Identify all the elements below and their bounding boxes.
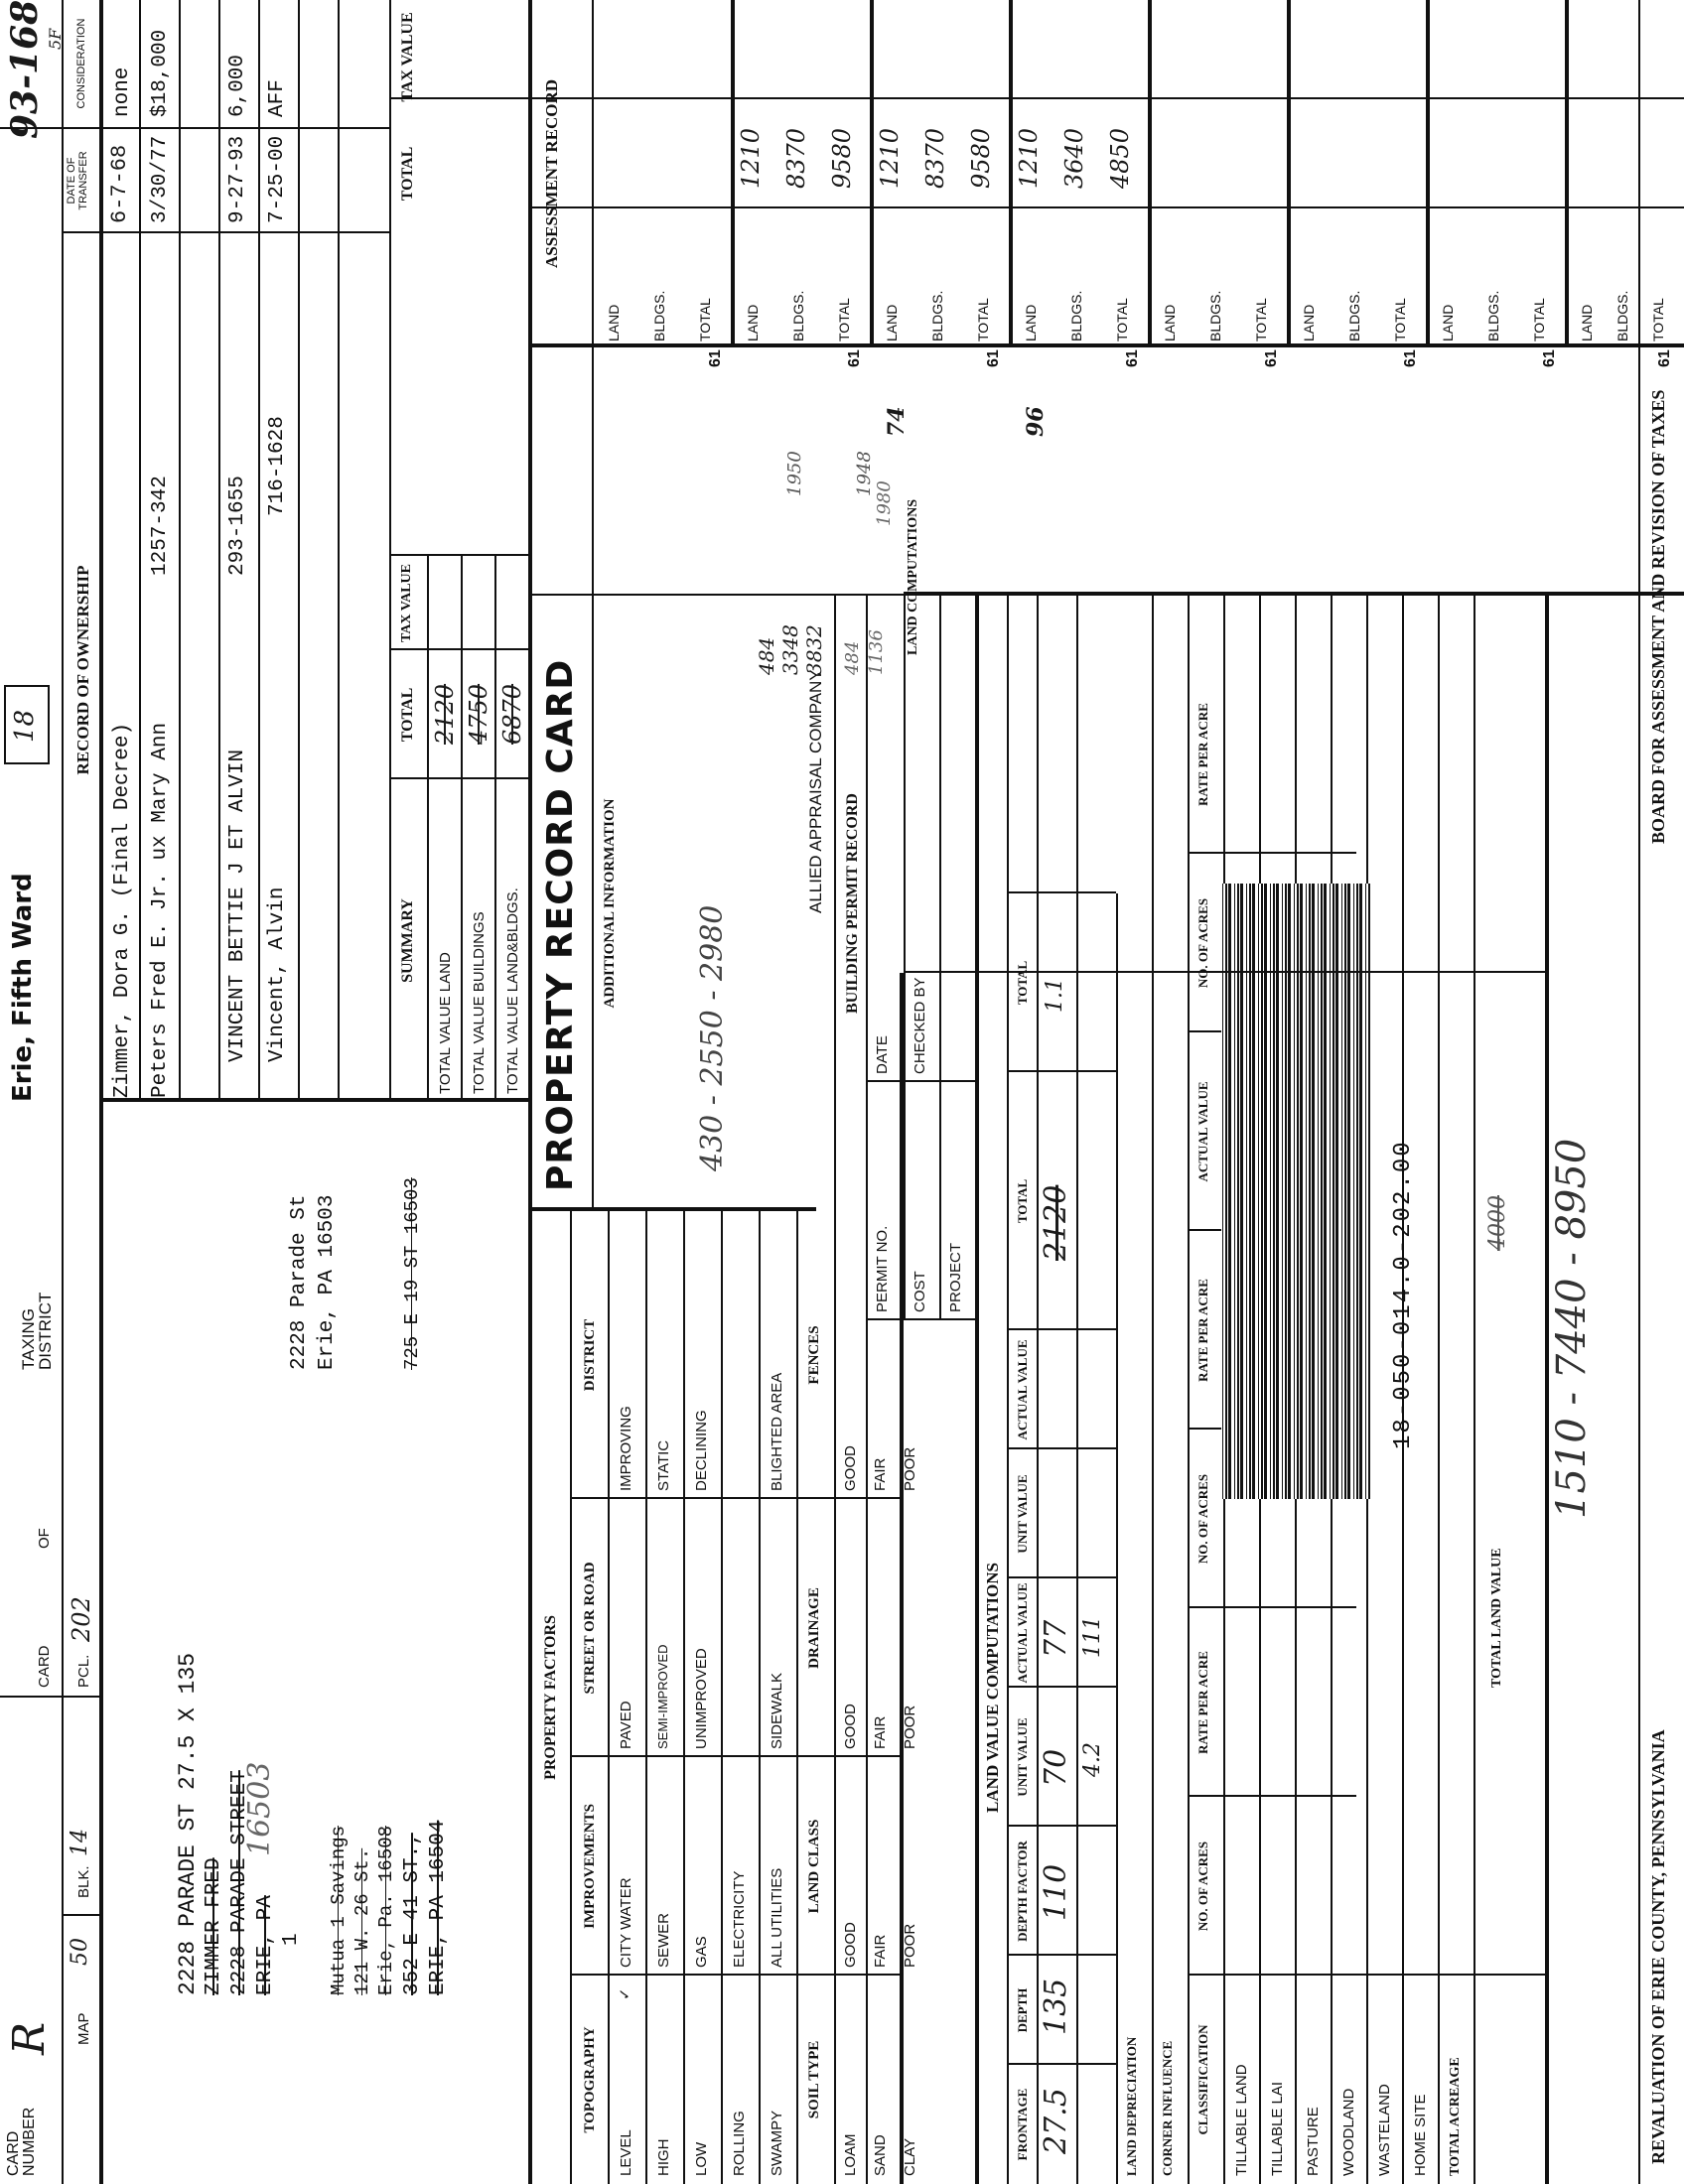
district-declining: DECLINING [693,1410,710,1491]
improvements-header: IMPROVEMENTS [582,1804,598,1929]
soil-sand: SAND [872,2134,889,2176]
summary-total-header: TOTAL [399,687,416,743]
corner-number: 93-168 [4,0,46,139]
topo-high: HIGH [655,2138,672,2176]
land-depreciation: LAND DEPRECIATION [1124,2036,1139,2176]
corner-small: 5F [46,28,65,50]
class-header-rate-3: RATE PER ACRE [1195,703,1210,806]
summary-tax-header: TAX VALUE [399,564,414,642]
lv-unit-value-row2: 4.2 [1080,1742,1105,1777]
summary-total-all: 6870 [498,683,526,745]
street-semi: SEMI-IMPROVED [655,1644,670,1749]
imp-city-water: CITY WATER [618,1877,634,1968]
address-line5: 1 [280,1933,303,1946]
lv-depth: 135 [1039,1978,1073,2035]
assess-g1-total: TOTAL [697,298,713,341]
owner-2-ref: 1257-342 [149,476,172,576]
assess-g5-land: LAND [1162,304,1178,341]
imp-all-utilities: ALL UTILITIES [769,1867,785,1968]
class-tillable-2: TILLABLE LAI [1269,2081,1286,2176]
additional-title: ADDITIONAL INFORMATION [602,798,618,1009]
class-header-rate-2: RATE PER ACRE [1195,1279,1210,1382]
soil-loam: LOAM [842,2133,859,2176]
landclass-fair: FAIR [872,1934,889,1968]
lv-header-frontage: FRONTAGE [1015,2088,1030,2161]
imp-electricity: ELECTRICITY [731,1870,748,1968]
footer-left: REVALUATION OF ERIE COUNTY, PENNSYLVANIA [1648,1729,1668,2164]
additional-tax-4: 484 [842,640,863,675]
address-line3: 2228 PARADE STREET [228,1770,251,1995]
address-line4: ERIE, PA [254,1895,277,1995]
total-land-value-hw: 4000 [1485,1195,1510,1251]
assess-year-prefix-5: 61 [1263,349,1280,367]
additional-tax-2: 3348 [778,624,802,675]
assess-g3-land: LAND [884,304,900,341]
class-header-rate-1: RATE PER ACRE [1195,1651,1210,1754]
landclass-good: GOOD [842,1922,859,1968]
additional-tax-3: 3832 [802,624,826,675]
permit-no-label: PERMIT NO. [874,1225,891,1312]
assess-g4-year: 96 [1023,406,1049,437]
district-improving: IMPROVING [618,1406,634,1491]
map-value: 50 [68,1938,92,1966]
permit-cost-label: COST [912,1271,928,1312]
address-line2: ZIMMER FRED [203,1857,225,1995]
allied-appraisal: ALLIED APPRAISAL COMPANY [806,669,825,913]
district-name: Erie, Fifth Ward [8,873,38,1102]
fences-poor: POOR [902,1446,918,1491]
assess-g4-total: TOTAL [1114,298,1130,341]
owner-3-ref: 293-1655 [226,476,249,576]
owner-2: Peters Fred E. Jr. ux Mary Ann [149,722,172,1098]
assess-g5-total: TOTAL [1253,298,1269,341]
lv-total: 2120 [1039,1184,1073,1261]
assess-g7-land: LAND [1440,304,1456,341]
card-number-label: CARD NUMBER [5,2107,38,2176]
consideration-header: CONSIDERATION [75,18,87,109]
assess-g8-land: LAND [1579,304,1595,341]
assess-g3-total: TOTAL [975,298,991,341]
permit-title: BUILDING PERMIT RECORD [844,793,861,1014]
consideration-4: AFF [266,79,289,117]
street-paved: PAVED [618,1701,634,1749]
additional-tax-1: 484 [755,636,778,675]
topo-rolling: ROLLING [731,2111,748,2176]
corner-influence: CORNER INFLUENCE [1160,2040,1175,2176]
class-tillable-1: TILLABLE LAND [1233,2064,1250,2176]
owner-3: VINCENT BETTIE J ET ALVIN [226,749,249,1062]
street-header: STREET OR ROAD [582,1562,598,1695]
summary-label-total: TOTAL VALUE LAND&BLDGS. [504,887,521,1094]
summary-total-land: 2120 [431,683,459,745]
assess-year-prefix-1: 61 [707,349,724,367]
land-class-header: LAND CLASS [806,1819,822,1914]
consideration-1: none [111,67,134,117]
soil-clay: CLAY [902,2137,918,2176]
of-label: OF [36,1528,53,1549]
topo-level: LEVEL [618,2129,634,2176]
footer-handwritten: 1510 - 7440 - 8950 [1549,1138,1595,1519]
address-line1: 2228 PARADE ST 27.5 X 135 [175,1652,201,1995]
fences-good: GOOD [842,1445,859,1491]
year-mark-1: 1948 [854,451,875,496]
assessment-title: ASSESSMENT RECORD [542,78,561,269]
mortgage-line5: ERIE, PA 16504 [427,1820,450,1995]
district-static: STATIC [655,1439,672,1491]
additional-handwritten: 430 - 2550 - 2980 [695,904,730,1171]
mail-line2: Erie, PA 16503 [316,1194,339,1370]
fences-fair: FAIR [872,1457,889,1491]
assess-g4-land-val: 1210 [1015,127,1043,189]
mail-line3: 725 E 19 ST 16503 [401,1177,423,1370]
imp-gas: GAS [693,1936,710,1968]
assess-g3-total-val: 9580 [967,127,995,189]
blk-value: 14 [68,1829,92,1856]
total-land-value: TOTAL LAND VALUE [1489,1548,1504,1688]
assess-g2-total: TOTAL [836,298,852,341]
class-pasture: PASTURE [1305,2107,1322,2176]
transfer-date-3: 9-27-93 [226,135,249,223]
district-code: 18 [10,709,40,743]
drainage-header: DRAINAGE [806,1587,822,1669]
assess-g6-land: LAND [1301,304,1317,341]
permit-checked-label: CHECKED BY [912,977,928,1074]
assess-year-prefix-4: 61 [1124,349,1141,367]
topography-header: TOPOGRAPHY [582,2026,598,2133]
assess-g1-land: LAND [606,304,622,341]
land-computations-hw: 1980 [874,480,895,526]
year-mark-2: 1950 [784,451,805,496]
consideration-2: $18,000 [149,29,172,117]
mortgage-line1: Mutua 1 Savings [328,1825,350,1995]
card-label: CARD [36,1645,53,1688]
topo-swampy: SWAMPY [769,2110,785,2176]
assess-g2-land: LAND [745,304,761,341]
class-header-acres-2: NO. OF ACRES [1195,1473,1210,1565]
summary-label-bldgs: TOTAL VALUE BUILDINGS [471,911,488,1094]
assess-g3-land-val: 1210 [876,127,904,189]
lv-actual-value: 77 [1039,1619,1073,1658]
lv-header-total: TOTAL [1015,1178,1030,1224]
lv-header-actual-value-2: ACTUAL VALUE [1015,1339,1030,1440]
permit-project-label: PROJECT [947,1242,964,1312]
summary-label-land: TOTAL VALUE LAND [437,952,454,1094]
transfer-date-4: 7-25-00 [266,135,289,223]
permit-date-label: DATE [874,1035,891,1074]
summary-title: SUMMARY [399,898,416,983]
ownership-title: RECORD OF OWNERSHIP [73,565,92,775]
assess-g4-land: LAND [1023,304,1039,341]
assessment-total-header: TOTAL [399,146,416,202]
class-total-acreage: TOTAL ACREAGE [1448,2057,1463,2176]
barcode [1221,884,1370,1499]
lv-header-unit-value-2: UNIT VALUE [1015,1474,1030,1554]
additional-tax-5: 1136 [866,629,887,675]
assess-g4-bldgs-val: 3640 [1060,127,1088,189]
assess-g7-total: TOTAL [1531,298,1547,341]
owner-4: Vincent, Alvin [266,887,289,1062]
assess-g5-bldgs: BLDGS. [1207,290,1223,341]
lv-depth-factor: 110 [1039,1863,1073,1921]
drainage-fair: FAIR [872,1715,889,1749]
drainage-good: GOOD [842,1704,859,1749]
date-of-transfer-header: DATE OF TRANSFER [66,151,89,210]
owner-1: Zimmer, Dora G. (Final Decree) [111,722,134,1098]
parcel-id: 18-050-014.0-202.00 [1390,1140,1417,1449]
drainage-poor: POOR [902,1705,918,1749]
assess-g2-land-val: 1210 [737,127,765,189]
land-value-title: LAND VALUE COMPUTATIONS [983,1563,1002,1813]
assess-g3-bldgs-val: 8370 [921,127,949,189]
class-header-acres-1: NO. OF ACRES [1195,1841,1210,1932]
class-home-site: HOME SITE [1412,2094,1429,2176]
district-header: DISTRICT [582,1318,598,1392]
land-computations: LAND COMPUTATIONS [906,499,920,655]
assess-year-prefix-3: 61 [985,349,1002,367]
lv-frontage: 27.5 [1039,2088,1073,2154]
district-blighted: BLIGHTED AREA [769,1372,785,1491]
assess-g6-bldgs: BLDGS. [1346,290,1362,341]
lv-unit-value: 70 [1039,1748,1073,1787]
lv-header-depth-factor: DEPTH FACTOR [1015,1841,1030,1942]
assess-g8-bldgs: BLDGS. [1614,290,1630,341]
blk-label: BLK. [75,1865,92,1898]
assess-g2-total-val: 9580 [828,127,856,189]
assess-year-prefix-7: 61 [1541,349,1558,367]
class-header-acres-3: NO. OF ACRES [1195,897,1210,989]
assess-g2-bldgs-val: 8370 [782,127,810,189]
owner-4-ref: 716-1628 [266,416,289,516]
mortgage-line2: 121 W. 26 St. [351,1847,373,1995]
assess-g1-bldgs: BLDGS. [651,290,667,341]
fences-header: FENCES [806,1325,822,1385]
lv-header-unit-value: UNIT VALUE [1015,1717,1030,1797]
assess-g3-bldgs: BLDGS. [929,290,945,341]
mortgage-line4: 352 E 41 ST., [401,1833,424,1995]
zip-handwritten: 16503 [242,1761,277,1856]
pcl-label: PCL. [75,1654,92,1688]
mortgage-line3: Erie, Pa. 16508 [375,1825,397,1995]
street-unimproved: UNIMPROVED [693,1648,710,1749]
assess-year-prefix-6: 61 [1402,349,1419,367]
pcl-value: 202 [68,1596,95,1642]
street-sidewalk: SIDEWALK [769,1673,785,1749]
lv-header-actual-value: ACTUAL VALUE [1015,1582,1030,1684]
card-number-value: R [4,2021,55,2055]
imp-sewer: SEWER [655,1912,672,1968]
landclass-poor: POOR [902,1923,918,1968]
assess-g6-total: TOTAL [1392,298,1408,341]
assessment-tax-header: TAX VALUE [399,12,416,102]
soil-type-header: SOIL TYPE [806,2040,822,2119]
map-label: MAP [75,2012,92,2045]
assess-g2-bldgs: BLDGS. [790,290,806,341]
class-header-classification: CLASSIFICATION [1195,2024,1210,2135]
main-title: PROPERTY RECORD CARD [540,658,581,1191]
assess-g4-bldgs: BLDGS. [1068,290,1084,341]
transfer-date-1: 6-7-68 [107,144,132,223]
topo-low: LOW [693,2141,710,2176]
assess-g8-total: TOTAL [1650,298,1666,341]
topo-check: ✓ [617,1987,633,2000]
class-wasteland: WASTELAND [1376,2084,1393,2176]
class-header-actual-value: ACTUAL VALUE [1195,1081,1210,1182]
assess-g3-year: 74 [884,406,910,437]
lv-header-depth: DEPTH [1015,1987,1030,2033]
assess-g4-total-val: 4850 [1106,127,1134,189]
transfer-date-2: 3/30/77 [149,135,172,223]
lv-total-row2: 1.1 [1043,978,1067,1013]
assess-year-prefix-8: 61 [1656,349,1673,367]
lv-actual-value-row2: 111 [1080,1616,1105,1658]
assess-year-prefix-2: 61 [846,349,863,367]
consideration-3: 6,000 [226,54,249,117]
footer-right: BOARD FOR ASSESSMENT AND REVISION OF TAXES [1648,389,1668,844]
class-woodland: WOODLAND [1340,2088,1357,2176]
lv-header-total-2: TOTAL [1015,960,1030,1006]
property-factors-title: PROPERTY FACTORS [542,1615,559,1780]
taxing-district-label: TAXING DISTRICT [19,1292,55,1370]
summary-total-bldgs: 4750 [465,683,492,745]
assess-g7-bldgs: BLDGS. [1485,290,1501,341]
mail-line1: 2228 Parade St [288,1194,311,1370]
